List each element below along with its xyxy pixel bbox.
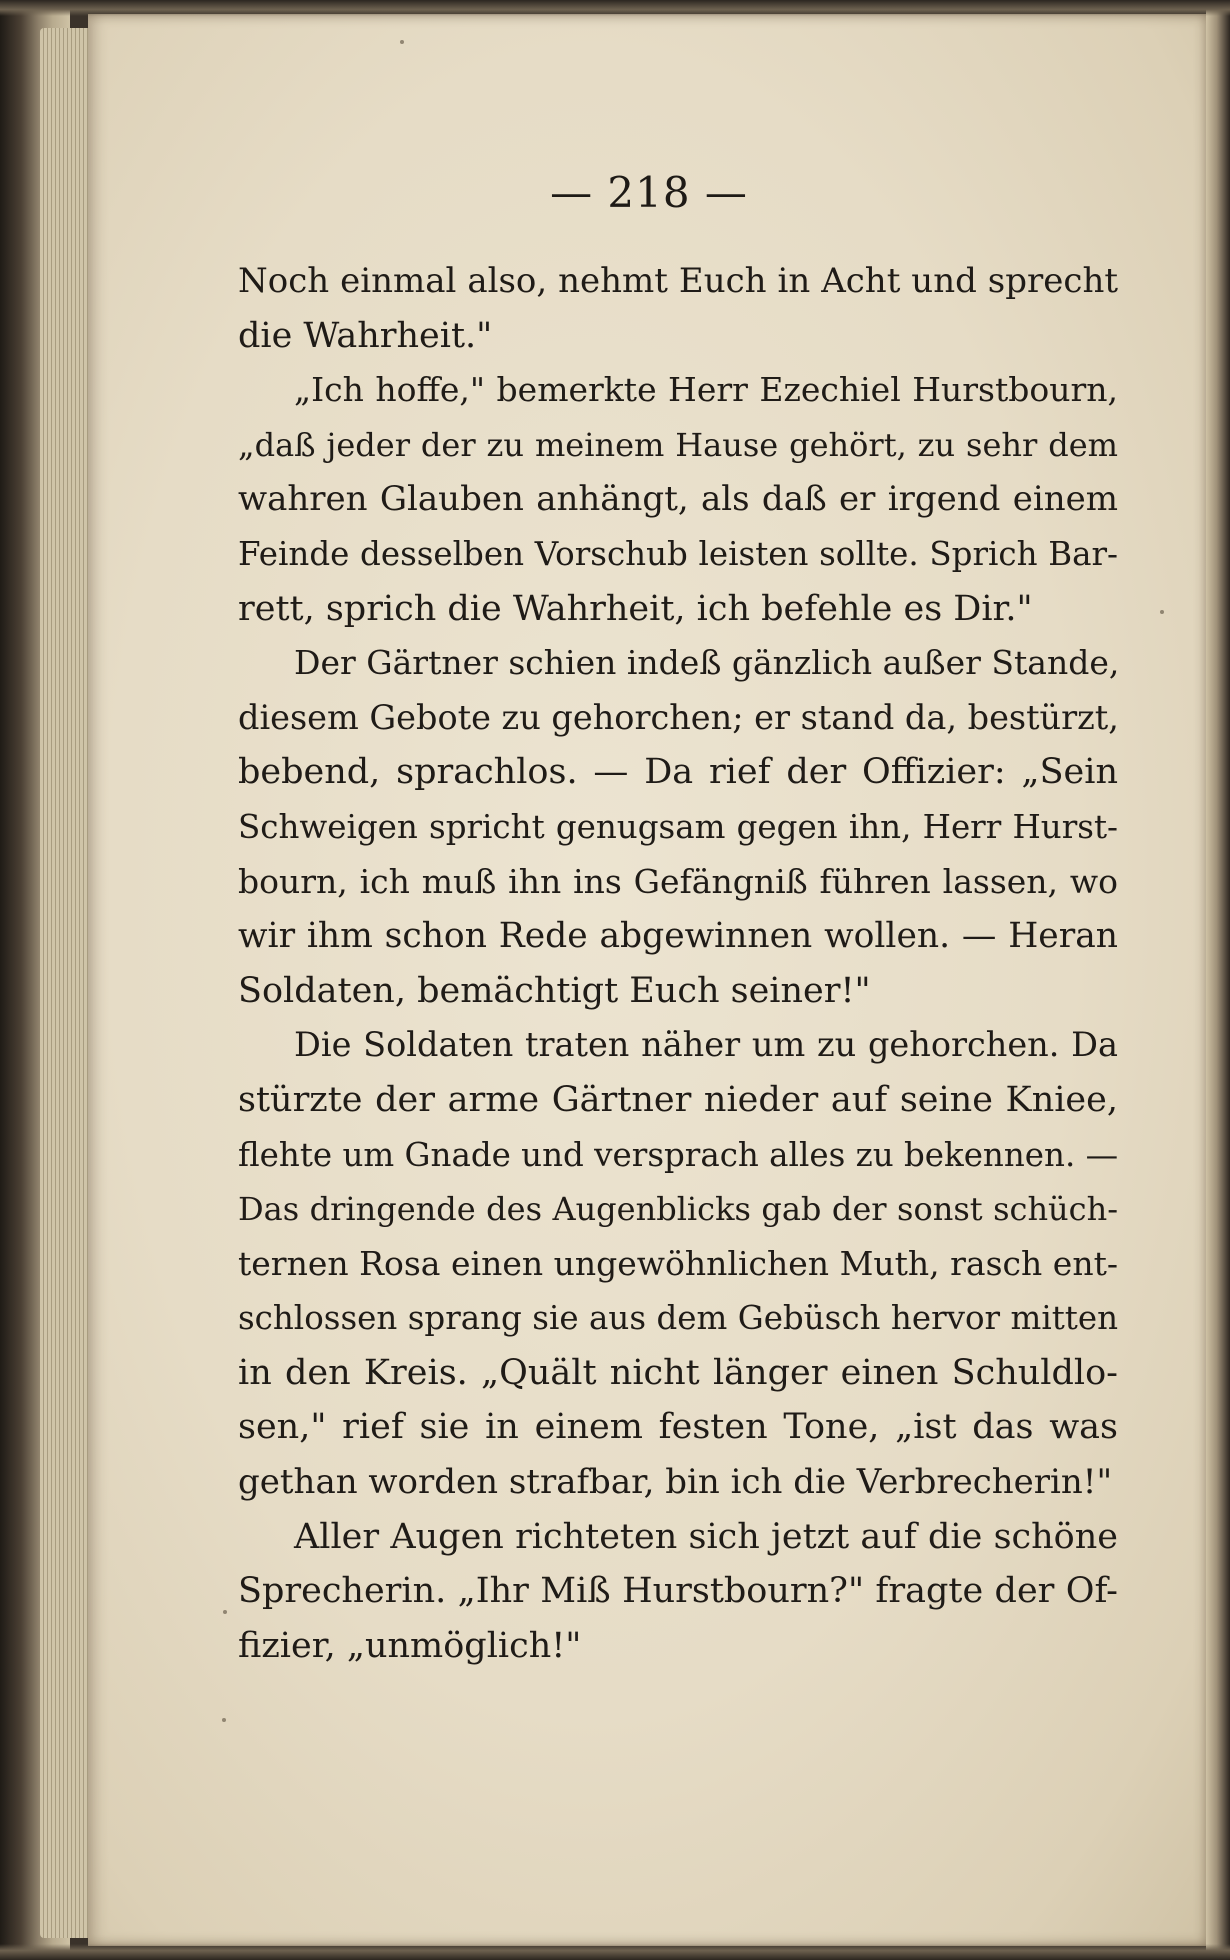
text-line: wir ihm schon Rede abgewinnen wollen. — Heran xyxy=(238,916,1118,957)
text-line: Aller Augen richteten sich jetzt auf die schöne xyxy=(294,1516,1118,1557)
text-line: Feinde desselben Vorschub leisten sollte. Sprich Bar- xyxy=(238,534,1118,573)
paper-speck xyxy=(1160,610,1164,614)
text-line: die Wahrheit." xyxy=(238,315,493,356)
text-line: gethan worden strafbar, bin ich die Verbrecherin!" xyxy=(238,1462,1113,1503)
text-line: Soldaten, bemächtigt Euch seiner!" xyxy=(238,970,871,1011)
text-line: Noch einmal also, nehmt Euch in Acht und sprecht xyxy=(238,261,1118,301)
text-line: Das dringende des Augenblicks gab der sonst schüch- xyxy=(238,1190,1118,1229)
text-line: schlossen sprang sie aus dem Gebüsch hervor mitten xyxy=(238,1299,1118,1338)
text-line: flehte um Gnade und versprach alles zu bekennen. — xyxy=(238,1135,1119,1174)
text-line: fizier, „unmöglich!" xyxy=(238,1625,582,1666)
paper-speck xyxy=(400,40,404,44)
page-body-text xyxy=(238,254,1118,1673)
text-line: wahren Glauben anhängt, als daß er irgend einem xyxy=(238,479,1118,520)
text-line: diesem Gebote zu gehorchen; er stand da, bestürzt, xyxy=(238,697,1119,737)
text-line: sen," rief sie in einem festen Tone, „ist das was xyxy=(238,1407,1118,1448)
text-line: Der Gärtner schien indeß gänzlich außer Stande, xyxy=(294,643,1120,683)
page-right-edge xyxy=(1206,0,1230,1960)
text-line: bourn, ich muß ihn ins Gefängniß führen lassen, wo xyxy=(238,861,1118,901)
page-bottom-edge xyxy=(0,1944,1230,1960)
text-line: stürzte der arme Gärtner nieder auf seine Kniee, xyxy=(238,1079,1118,1120)
text-line: Die Soldaten traten näher um zu gehorchen. Da xyxy=(294,1025,1118,1065)
text-line: Sprecherin. „Ihr Miß Hurstbourn?" fragte der Of- xyxy=(238,1571,1118,1612)
page-number-header: — 218 — xyxy=(550,168,748,217)
paper-speck xyxy=(223,1610,227,1614)
paper-speck xyxy=(222,1718,226,1722)
page-top-edge xyxy=(0,0,1230,16)
text-line: ternen Rosa einen ungewöhnlichen Muth, rasch ent- xyxy=(238,1243,1118,1283)
text-line: „Ich hoffe," bemerkte Herr Ezechiel Hurstbourn, xyxy=(294,370,1118,410)
text-line: Schweigen spricht genugsam gegen ihn, Herr Hurst- xyxy=(238,807,1118,846)
text-line: rett, sprich die Wahrheit, ich befehle es Dir." xyxy=(238,588,1033,629)
text-line: bebend, sprachlos. — Da rief der Offizier: „Sein xyxy=(238,752,1118,793)
text-line: in den Kreis. „Quält nicht länger einen Schuldlo- xyxy=(238,1352,1118,1393)
text-line: „daß jeder der zu meinem Hause gehört, zu sehr dem xyxy=(238,425,1118,464)
